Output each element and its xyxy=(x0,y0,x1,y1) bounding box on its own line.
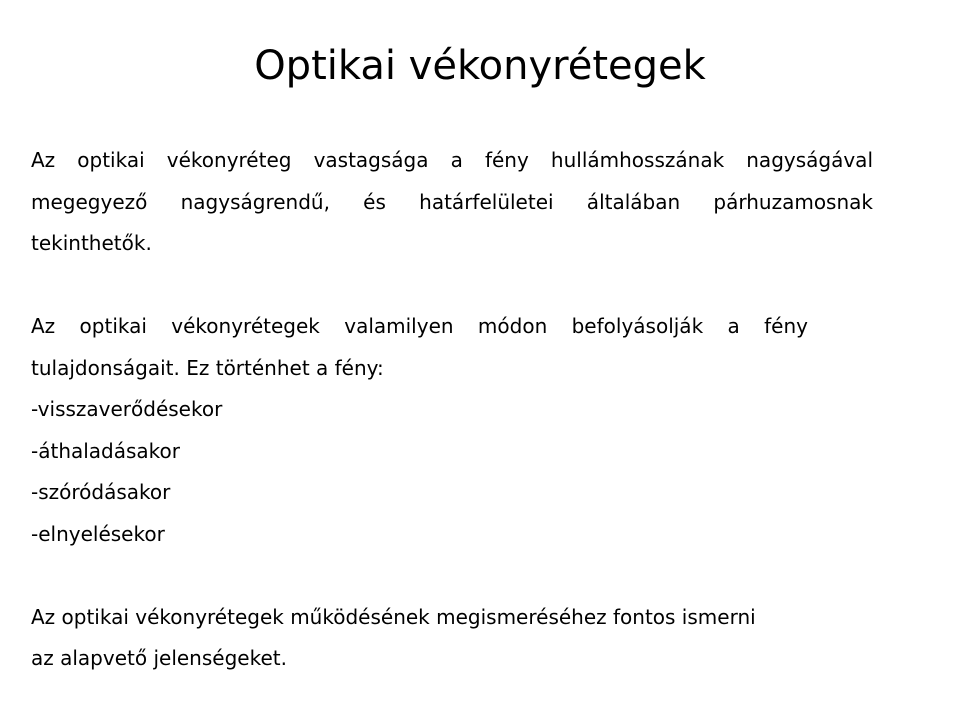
list-item: -áthaladásakor xyxy=(31,438,181,463)
paragraph-line: megegyező nagyságrendű, és határfelületei általában párhuzamosnak xyxy=(31,189,873,214)
slide-title: Optikai vékonyrétegek xyxy=(254,43,706,89)
paragraph-spacer xyxy=(31,555,911,597)
paragraph-line: az alapvető jelenségeket. xyxy=(31,646,287,670)
paragraph-line: tulajdonságait. Ez történhet a fény: xyxy=(31,355,384,380)
paragraph-line: Az optikai vékonyrétegek valamilyen módon befolyásolják a fény xyxy=(31,314,808,338)
paragraph-conclusion xyxy=(31,597,911,680)
list-item: -elnyelésekor xyxy=(31,521,165,546)
paragraph-line: tekinthetők. xyxy=(31,231,152,255)
paragraph-spacer xyxy=(31,265,911,307)
slide-body xyxy=(31,140,911,680)
paragraph-definition xyxy=(31,140,911,265)
paragraph-line: Az optikai vékonyrétegek működésének megismeréséhez fontos ismerni xyxy=(31,604,756,629)
paragraph-effects xyxy=(31,306,911,555)
paragraph-line: Az optikai vékonyréteg vastagsága a fény hullámhosszának nagyságával xyxy=(31,148,873,172)
list-item: -szóródásakor xyxy=(31,480,171,504)
list-item: -visszaverődésekor xyxy=(31,397,223,421)
